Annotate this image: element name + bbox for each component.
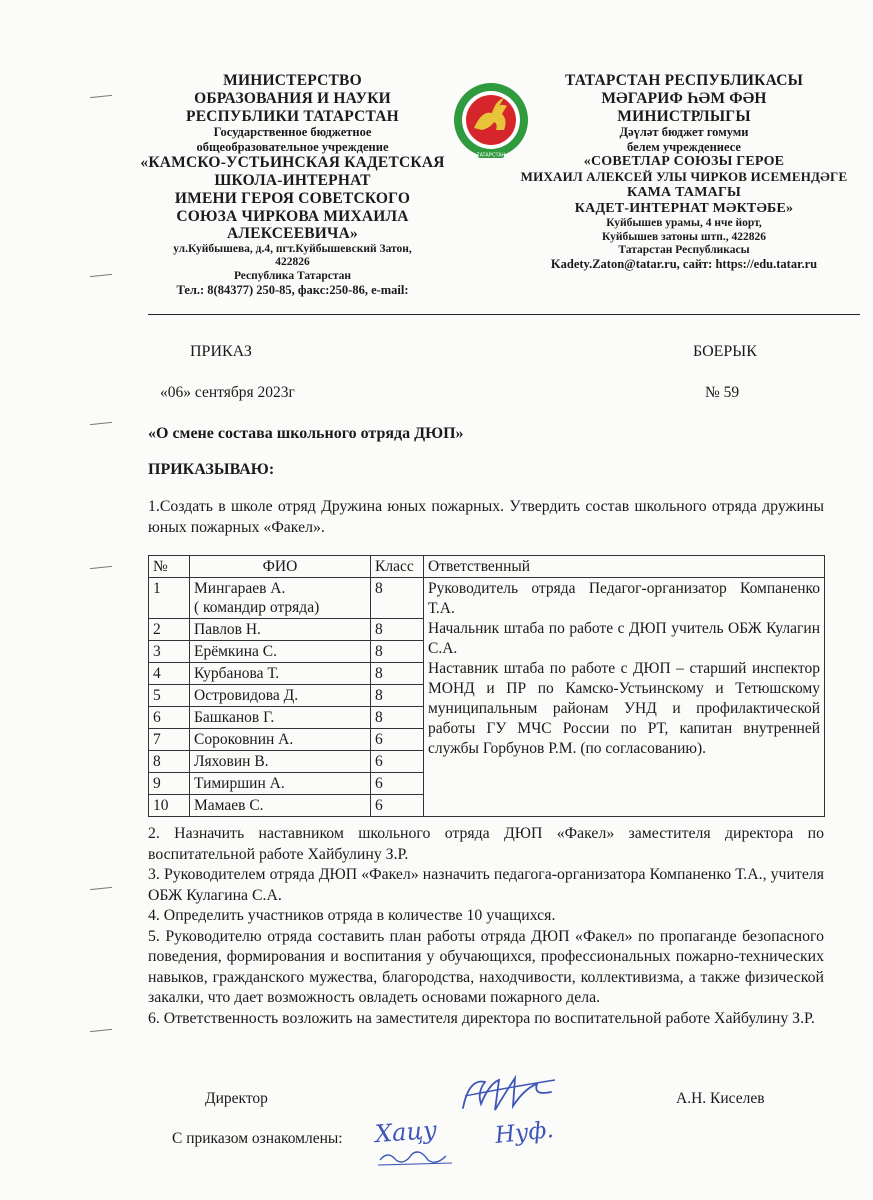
cell-name: Тимиршин А. (190, 773, 371, 795)
order-date: «06» сентября 2023г (160, 384, 295, 401)
cell-class: 8 (371, 685, 424, 707)
signatory-name: А.Н. Киселев (676, 1090, 765, 1107)
emblem-ribbon-text: ТАТАРСТАН (476, 152, 506, 159)
member-role-note: ( командир отряда) (194, 599, 320, 616)
cell-no: 1 (149, 578, 190, 619)
school-name-line: МИХАИЛ АЛЕКСЕЙ УЛЫ ЧИРКОВ ИСЕМЕНДӘГЕ (520, 169, 848, 185)
cell-responsible (424, 578, 825, 817)
cell-name: Ляховин В. (190, 751, 371, 773)
cell-class: 8 (371, 663, 424, 685)
school-name-line: КАДЕТ-ИНТЕРНАТ МӘКТӘБЕ» (574, 201, 794, 217)
cell-no: 6 (149, 707, 190, 729)
order-item-2: 2. Назначить наставником школьного отряда ДЮП «Факел» заместителя директора по воспитательной работе Хайбулину З.Р. (148, 825, 824, 863)
cell-class: 8 (371, 619, 424, 641)
ministry-tat-line: МӘГАРИФ ҺӘМ ФӘН (601, 89, 767, 107)
cell-name: Башканов Г. (190, 707, 371, 729)
order-item-5: 5. Руководителю отряда составить план работы отряда ДЮП «Факел» по пропаганде безопасного поведения, формирования и воспитания у обучающихся, профессиональных пожарно-технических навыков, гражданского мужества, благородства, находчивости, коллективизма, а также физической закалки, что дает возможность овладеть основами пожарного дела. (148, 927, 824, 1006)
contacts-line: Тел.: 8(84377) 250-85, факс:250-86, e-mail: (176, 282, 409, 297)
cell-class: 8 (371, 707, 424, 729)
school-name-line: СОЮЗА ЧИРКОВА МИХАИЛА (176, 207, 409, 225)
margin-mark (90, 566, 112, 569)
address-line: Татарстан Республикасы (618, 243, 750, 256)
header-divider (148, 314, 860, 315)
school-name-line: ИМЕНИ ГЕРОЯ СОВЕТСКОГО (174, 189, 411, 207)
col-header-class: Класс (371, 556, 424, 578)
ministry-ru-line: ОБРАЗОВАНИЯ И НАУКИ (194, 89, 391, 107)
order-items (148, 824, 824, 1029)
responsible-chief-of-staff: Начальник штаба по работе с ДЮП учитель ОБЖ Кулагин С.А. (428, 620, 820, 657)
ministry-tat-line: МИНИСТРЛЫГЫ (617, 107, 751, 125)
school-name-line: АЛЕКСЕЕВИЧА» (227, 225, 358, 243)
cell-class: 6 (371, 773, 424, 795)
responsible-leader: Руководитель отряда Педагог-организатор Компаненко Т.А. (428, 580, 820, 617)
address-line: Куйбышев затоны штп., 422826 (602, 230, 766, 243)
table-row (149, 578, 825, 619)
member-name: Мингараев А. (194, 580, 286, 597)
cell-no: 7 (149, 729, 190, 751)
signatory-position: Директор (205, 1090, 268, 1107)
cell-name: Островидова Д. (190, 685, 371, 707)
address-line: Куйбышев урамы, 4 нче йорт, (606, 217, 762, 230)
ministry-ru-line: МИНИСТЕРСТВО (223, 72, 362, 89)
margin-mark (90, 1029, 112, 1032)
handwritten-signature-1: Хацу (374, 1115, 438, 1149)
cell-class: 6 (371, 729, 424, 751)
cell-class: 6 (371, 795, 424, 817)
squad-table (148, 555, 825, 817)
order-item-3: 3. Руководителем отряда ДЮП «Факел» назначить педагога-организатора Компаненко Т.А., учителя ОБЖ Кулагина С.А. (148, 866, 824, 904)
order-item-6: 6. Ответственность возложить на заместителя директора по воспитательной работе Хайбулину З.Р. (148, 1009, 815, 1027)
header-left (140, 72, 445, 297)
col-header-responsible: Ответственный (424, 556, 825, 578)
cell-class: 8 (371, 641, 424, 663)
director-signature-icon (455, 1070, 565, 1118)
cell-class: 6 (371, 751, 424, 773)
ministry-ru-line: РЕСПУБЛИКИ ТАТАРСТАН (186, 107, 399, 125)
margin-mark (90, 274, 112, 277)
order-directive: ПРИКАЗЫВАЮ: (148, 461, 275, 478)
header-right (500, 72, 868, 271)
institution-type-line: Государственное бюджетное (213, 125, 372, 140)
cell-name: Курбанова Т. (190, 663, 371, 685)
order-item-1: 1.Создать в школе отряд Дружина юных пожарных. Утвердить состав школьного отряда дружины юных пожарных «Факел». (148, 498, 824, 536)
cell-no: 5 (149, 685, 190, 707)
order-title: «О смене состава школьного отряда ДЮП» (148, 425, 464, 442)
cell-name: Павлов Н. (190, 619, 371, 641)
cell-no: 3 (149, 641, 190, 663)
address-line: ул.Куйбышева, д.4, пгт.Куйбышевский Затон, (173, 243, 412, 256)
cell-class: 8 (371, 578, 424, 619)
order-item-4: 4. Определить участников отряда в количестве 10 учащихся. (148, 907, 556, 924)
col-header-no: № (149, 556, 190, 578)
margin-mark (90, 95, 112, 98)
cell-name: Мамаев С. (190, 795, 371, 817)
contacts-line: Kadety.Zaton@tatar.ru, сайт: https://edu.tatar.ru (550, 257, 818, 272)
address-line: 422826 (275, 256, 310, 269)
handwritten-signature-2: Нуф. (493, 1117, 555, 1149)
cell-name: Ерёмкина С. (190, 641, 371, 663)
cell-no: 2 (149, 619, 190, 641)
school-name-line: КАМА ТАМАГЫ (626, 185, 741, 201)
cell-no: 9 (149, 773, 190, 795)
order-label-ru: ПРИКАЗ (190, 343, 252, 360)
institution-type-line: Дәүләт бюджет гомуми (619, 125, 749, 140)
order-label-tat: БОЕРЫК (693, 343, 757, 360)
col-header-name: ФИО (190, 556, 371, 578)
cell-no: 10 (149, 795, 190, 817)
ministry-tat-line: ТАТАРСТАН РЕСПУБЛИКАСЫ (564, 72, 804, 89)
margin-mark (90, 887, 112, 890)
cell-no: 8 (149, 751, 190, 773)
school-name-line: «КАМСКО-УСТЬИНСКАЯ КАДЕТСКАЯ (140, 154, 445, 172)
school-name-line: ШКОЛА-ИНТЕРНАТ (214, 172, 371, 189)
table-header-row (149, 556, 825, 578)
acquainted-label: С приказом ознакомлены: (172, 1130, 343, 1147)
institution-type-line: белем учреждениесе (627, 139, 741, 154)
cell-name (190, 578, 371, 619)
cell-no: 4 (149, 663, 190, 685)
responsible-mentor: Наставник штаба по работе с ДЮП – старший инспектор МОНД и ПР по Камско-Устьинскому и Тетюшскому муниципальным районам УНД и профилактической работы ГУ МЧС России по РТ, капитан внутренней службы Горбунов Р.М. (по согласованию). (428, 660, 820, 757)
order-number: № 59 (705, 384, 740, 401)
school-name-line: «СОВЕТЛАР СОЮЗЫ ГЕРОЕ (583, 154, 785, 170)
handwritten-scribble-icon (376, 1146, 456, 1168)
cell-name: Сороковнин А. (190, 729, 371, 751)
institution-type-line: общеобразовательное учреждение (196, 139, 389, 154)
margin-mark (90, 422, 112, 425)
address-line: Республика Татарстан (233, 269, 352, 282)
